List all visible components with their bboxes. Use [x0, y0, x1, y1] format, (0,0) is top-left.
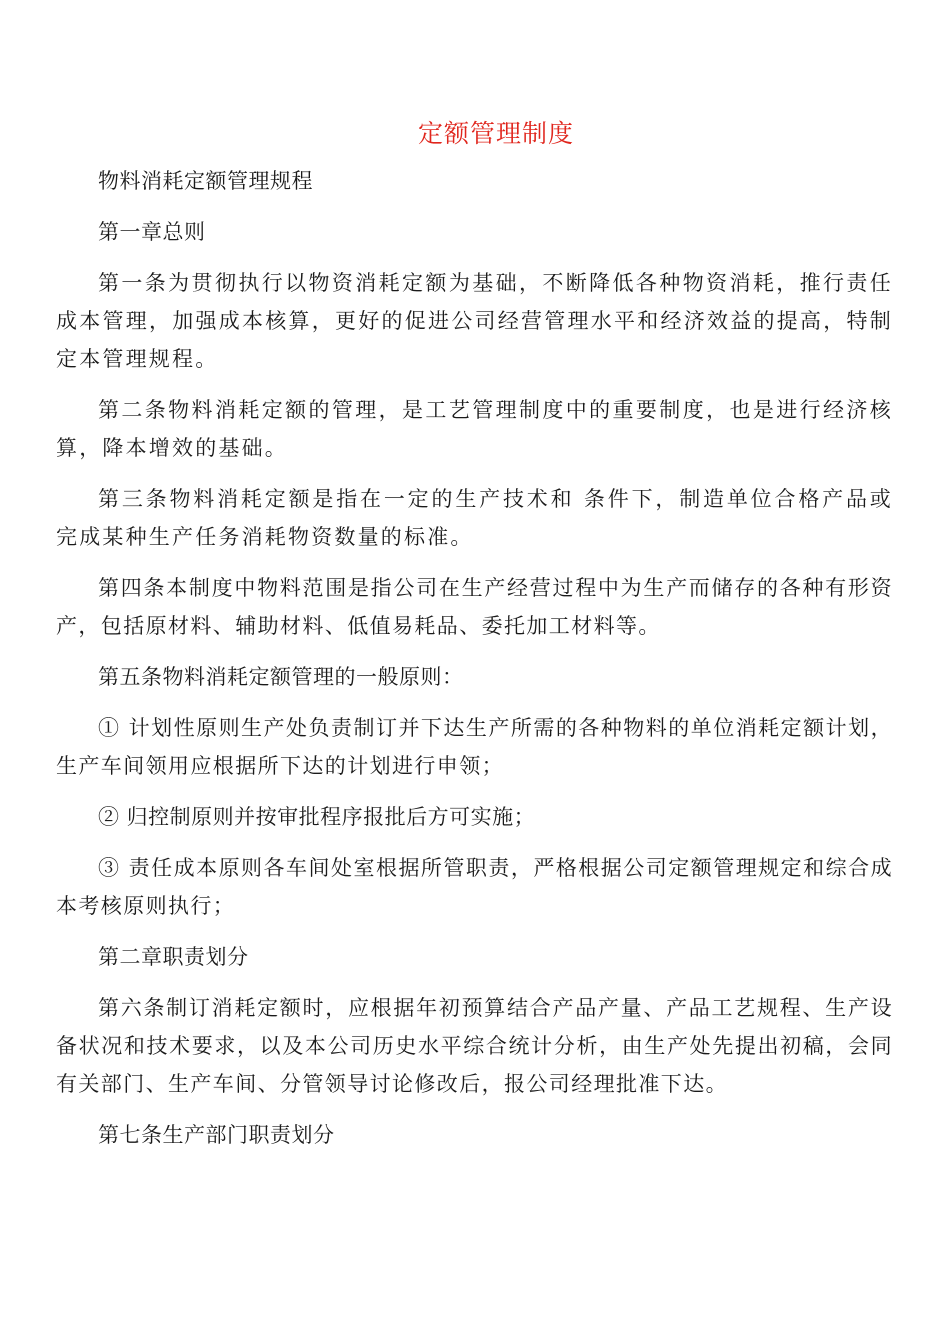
- document-title: 定额管理制度: [417, 119, 574, 148]
- chapter-heading: 第二章职责划分: [98, 945, 249, 969]
- article-paragraph: 第二条物料消耗定额的管理，是工艺管理制度中的重要制度，也是进行经济核算，降本增效的基础。: [56, 398, 893, 460]
- subtitle-paragraph: 物料消耗定额管理规程: [98, 169, 313, 193]
- article-paragraph: 第五条物料消耗定额管理的一般原则：: [98, 665, 464, 689]
- document-body: [56, 162, 893, 1154]
- principle-item: ② 归控制原则并按审批程序报批后方可实施；: [98, 805, 536, 829]
- article-paragraph: 第七条生产部门职责划分: [98, 1123, 335, 1147]
- article-paragraph: 第四条本制度中物料范围是指公司在生产经营过程中为生产而储存的各种有形资产，包括原材料、辅助材料、低值易耗品、委托加工材料等。: [56, 576, 893, 638]
- article-paragraph: 第三条物料消耗定额是指在一定的生产技术和 条件下，制造单位合格产品或完成某种生产任务消耗物资数量的标准。: [56, 487, 893, 549]
- principle-item: ① 计划性原则生产处负责制订并下达生产所需的各种物料的单位消耗定额计划，生产车间领用应根据所下达的计划进行申领；: [56, 716, 893, 778]
- chapter-heading: 第一章总则: [98, 220, 206, 244]
- article-paragraph: 第一条为贯彻执行以物资消耗定额为基础，不断降低各种物资消耗，推行责任成本管理，加强成本核算，更好的促进公司经营管理水平和经济效益的提高，特制定本管理规程。: [56, 271, 893, 371]
- principle-item: ③ 责任成本原则各车间处室根据所管职责，严格根据公司定额管理规定和综合成本考核原则执行；: [56, 856, 893, 918]
- article-paragraph: 第六条制订消耗定额时，应根据年初预算结合产品产量、产品工艺规程、生产设备状况和技术要求，以及本公司历史水平综合统计分析，由生产处先提出初稿，会同有关部门、生产车间、分管领导讨论修改后，报公司经理批准下达。: [56, 996, 893, 1096]
